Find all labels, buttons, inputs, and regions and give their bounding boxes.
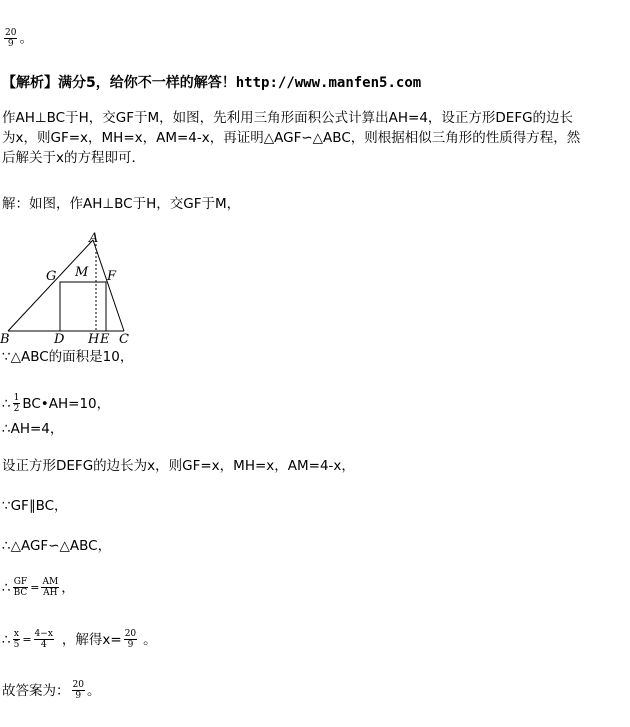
step-2: ∴ $\frac{1}{2}$ BC•AH=10， xyxy=(2,393,111,414)
step-8: ∴ $\frac{x}{5}$ = $\frac{4-x}{4}$ ，解得x= $\frac{20}{9}$ 。 xyxy=(2,629,157,650)
step-7: ∴ $\frac{GF}{BC}$ = $\frac{AM}{AH}$ ， xyxy=(2,577,75,598)
label-c: C xyxy=(119,332,129,347)
label-e: E xyxy=(100,332,110,347)
label-a: A xyxy=(89,231,99,246)
step-1: ∵△ABC的面积是10， xyxy=(2,349,134,365)
ratio-4-minus-x-4: $\frac{4-x}{4}$ xyxy=(34,629,53,650)
segment-ab xyxy=(8,240,93,331)
analysis-line-1: 作AH⊥BC于H，交GF于M，如图，先利用三角形面积公式计算出AH=4，设正方形DEFG的边长 xyxy=(2,110,574,126)
solution-fraction: $\frac{20}{9}$ xyxy=(124,629,137,650)
label-h: H xyxy=(88,332,100,347)
square-defg xyxy=(60,282,106,331)
answer-fraction: $\frac{20}{9}$ xyxy=(5,28,17,49)
analysis-header: 【解析】满分5，给你不一样的解答！http://www.manfen5.com xyxy=(2,75,422,91)
step-4: 设正方形DEFG的边长为x，则GF=x，MH=x，AM=4-x， xyxy=(2,458,355,474)
final-answer: 故答案为： $\frac{20}{9}$ 。 xyxy=(2,680,101,701)
ratio-am-ah: $\frac{AM}{AH}$ xyxy=(42,577,59,598)
top-answer: $\frac{20}{9}$ 。 xyxy=(5,28,33,49)
ratio-x-5: $\frac{x}{5}$ xyxy=(13,629,20,650)
label-b: B xyxy=(0,332,10,347)
solution-intro: 解：如图，作AH⊥BC于H，交GF于M， xyxy=(2,196,241,212)
final-fraction: $\frac{20}{9}$ xyxy=(72,680,84,701)
half-fraction: $\frac{1}{2}$ xyxy=(13,393,20,414)
step-5: ∵GF∥BC， xyxy=(2,498,68,514)
analysis-line-3: 后解关于x的方程即可． xyxy=(2,150,145,166)
site-url[interactable]: http://www.manfen5.com xyxy=(235,75,422,91)
geometry-figure xyxy=(0,230,140,350)
label-g: G xyxy=(46,269,57,284)
ratio-gf-bc: $\frac{GF}{BC}$ xyxy=(13,577,28,598)
segment-ac xyxy=(93,240,124,331)
step-6: ∴△AGF∽△ABC， xyxy=(2,538,112,554)
analysis-line-2: 为x，则GF=x，MH=x，AM=4-x，再证明△AGF∽△ABC，则根据相似三角形的性质得方程，然 xyxy=(2,130,581,146)
label-f: F xyxy=(107,269,117,284)
label-m: M xyxy=(75,265,89,280)
label-d: D xyxy=(54,332,65,347)
step-3: ∴AH=4， xyxy=(2,421,64,437)
